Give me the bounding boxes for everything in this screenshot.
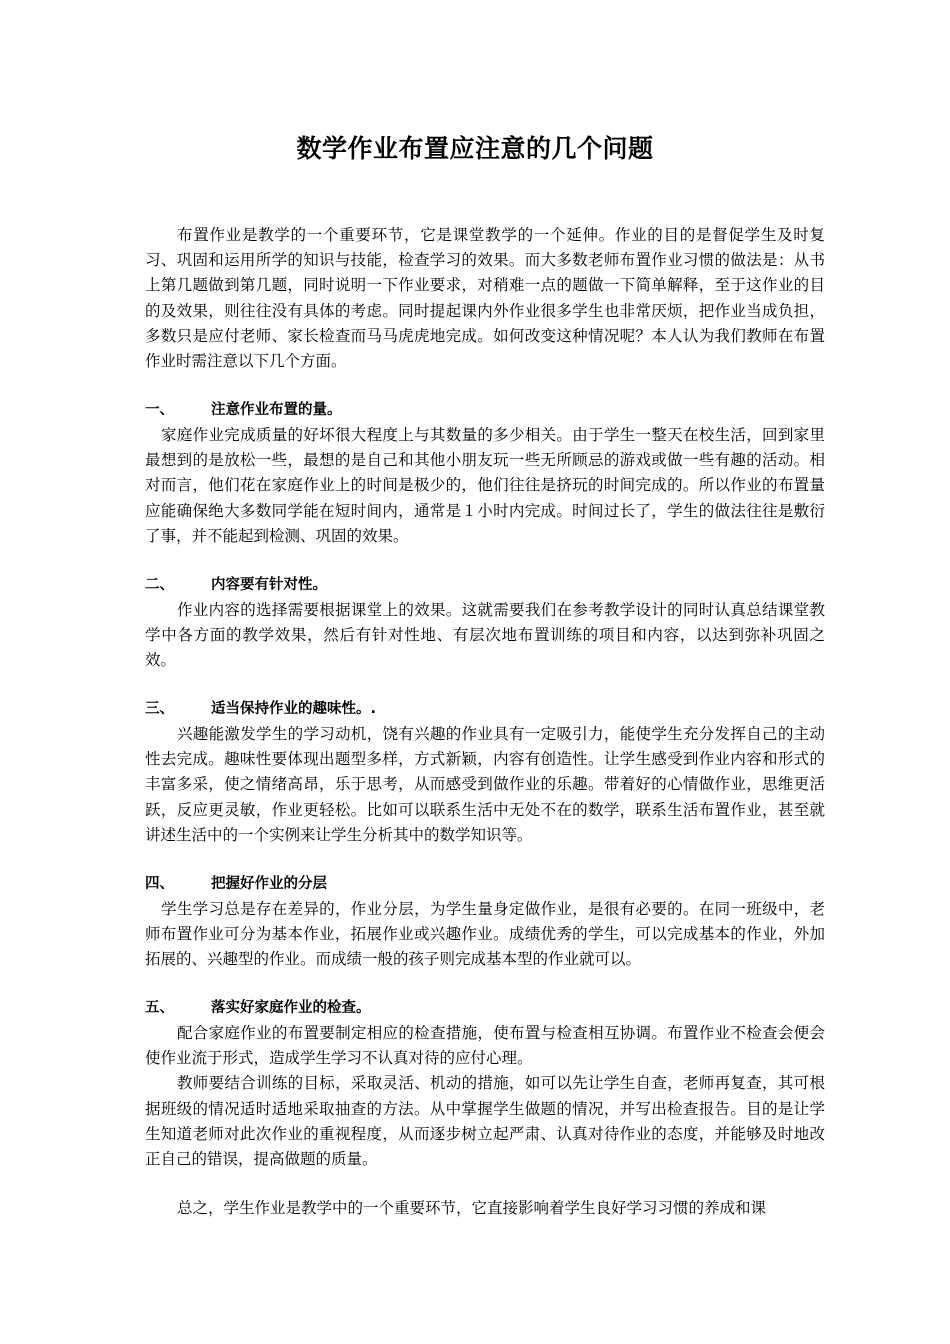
section-5-body — [145, 1021, 825, 1172]
section-4-body — [145, 897, 825, 973]
document-title: 数学作业布置应注意的几个问题 — [296, 134, 654, 163]
section-3-heading — [145, 697, 376, 721]
section-4-heading — [145, 872, 327, 896]
section-3-number: 三、 — [145, 701, 174, 717]
section-1-heading — [145, 398, 342, 422]
section-2-heading — [145, 573, 327, 597]
section-3-paragraph: 兴趣能激发学生的学习动机，饶有兴趣的作业具有一定吸引力，能使学生充分发挥自己的主动性去完成。趣味性要体现出题型多样，方式新颖，内容有创造性。让学生感受到作业内容和形式的丰富多采，使之情绪高昂，乐于思考，从而感受到做作业的乐趣。带着好的心情做作业，思维更活跃，反应更灵敏，作业更轻松。比如可以联系生活中无处不在的数学，联系生活布置作业，甚至就讲述生活中的一个实例来让学生分析其中的数学知识等。 — [145, 725, 825, 844]
section-2-paragraph: 作业内容的选择需要根据课堂上的效果。这就需要我们在参考教学设计的同时认真总结课堂教学中各方面的教学效果，然后有针对性地、有层次地布置训练的项目和内容，以达到弥补巩固之效。 — [145, 601, 825, 670]
section-5-heading — [145, 996, 371, 1020]
section-1-number: 一、 — [145, 402, 174, 418]
section-3-body — [145, 722, 825, 848]
section-2-number: 二、 — [145, 577, 174, 593]
section-4-number: 四、 — [145, 876, 174, 892]
section-5-number: 五、 — [145, 1000, 174, 1016]
section-1-body — [145, 423, 825, 549]
section-5-title: 落实好家庭作业的检查。 — [211, 1000, 371, 1016]
intro-paragraph-block — [145, 223, 825, 374]
section-1-paragraph: 家庭作业完成质量的好坏很大程度上与其数量的多少相关。由于学生一整天在校生活，回到家里最想到的是放松一些，最想的是自己和其他小朋友玩一些无所顾忌的游戏或做一些有趣的活动。相对而言，他们花在家庭作业上的时间是极少的，他们往往是挤玩的时间完成的。所以作业的布置量应能确保绝大多数同学能在短时间内，通常是１小时内完成。时间过长了，学生的做法往往是敷衍了事，并不能起到检测、巩固的效果。 — [145, 426, 825, 545]
section-1-title: 注意作业布置的量。 — [211, 402, 342, 418]
section-3-title: 适当保持作业的趣味性。. — [211, 701, 377, 717]
section-2-title: 内容要有针对性。 — [211, 577, 327, 593]
conclusion-paragraph: 总之，学生作业是教学中的一个重要环节，它直接影响着学生良好学习习惯的养成和课 — [177, 1199, 767, 1217]
conclusion-block — [145, 1196, 825, 1221]
section-2-body — [145, 598, 825, 674]
intro-paragraph: 布置作业是教学的一个重要环节，它是课堂教学的一个延伸。作业的目的是督促学生及时复习、巩固和运用所学的知识与技能，检查学习的效果。而大多数老师布置作业习惯的做法是：从书上第几题做到第几题，同时说明一下作业要求，对稍难一点的题做一下简单解释，至于这作业的目的及效果，则往往没有具体的考虑。同时提起课内外作业很多学生也非常厌烦，把作业当成负担，多数只是应付老师、家长检查而马马虎虎地完成。如何改变这种情况呢？本人认为我们教师在布置作业时需注意以下几个方面。 — [145, 226, 825, 371]
section-4-paragraph: 学生学习总是存在差异的，作业分层，为学生量身定做作业，是很有必要的。在同一班级中，老师布置作业可分为基本作业，拓展作业或兴趣作业。成绩优秀的学生，可以完成基本的作业，外加拓展的、兴趣型的作业。而成绩一般的孩子则完成基本型的作业就可以。 — [145, 900, 825, 969]
section-4-title: 把握好作业的分层 — [211, 876, 327, 892]
section-5-paragraph-2: 教师要结合训练的目标，采取灵活、机动的措施，如可以先让学生自查，老师再复查，其可根据班级的情况适时适地采取抽查的方法。从中掌握学生做题的情况，并写出检查报告。目的是让学生知道老师对此次作业的重视程度，从而逐步树立起严肃、认真对待作业的态度，并能够及时地改正自己的错误，提高做题的质量。 — [145, 1074, 825, 1169]
section-5-paragraph-1: 配合家庭作业的布置要制定相应的检查措施，使布置与检查相互协调。布置作业不检查会便会使作业流于形式，造成学生学习不认真对待的应付心理。 — [145, 1024, 825, 1068]
